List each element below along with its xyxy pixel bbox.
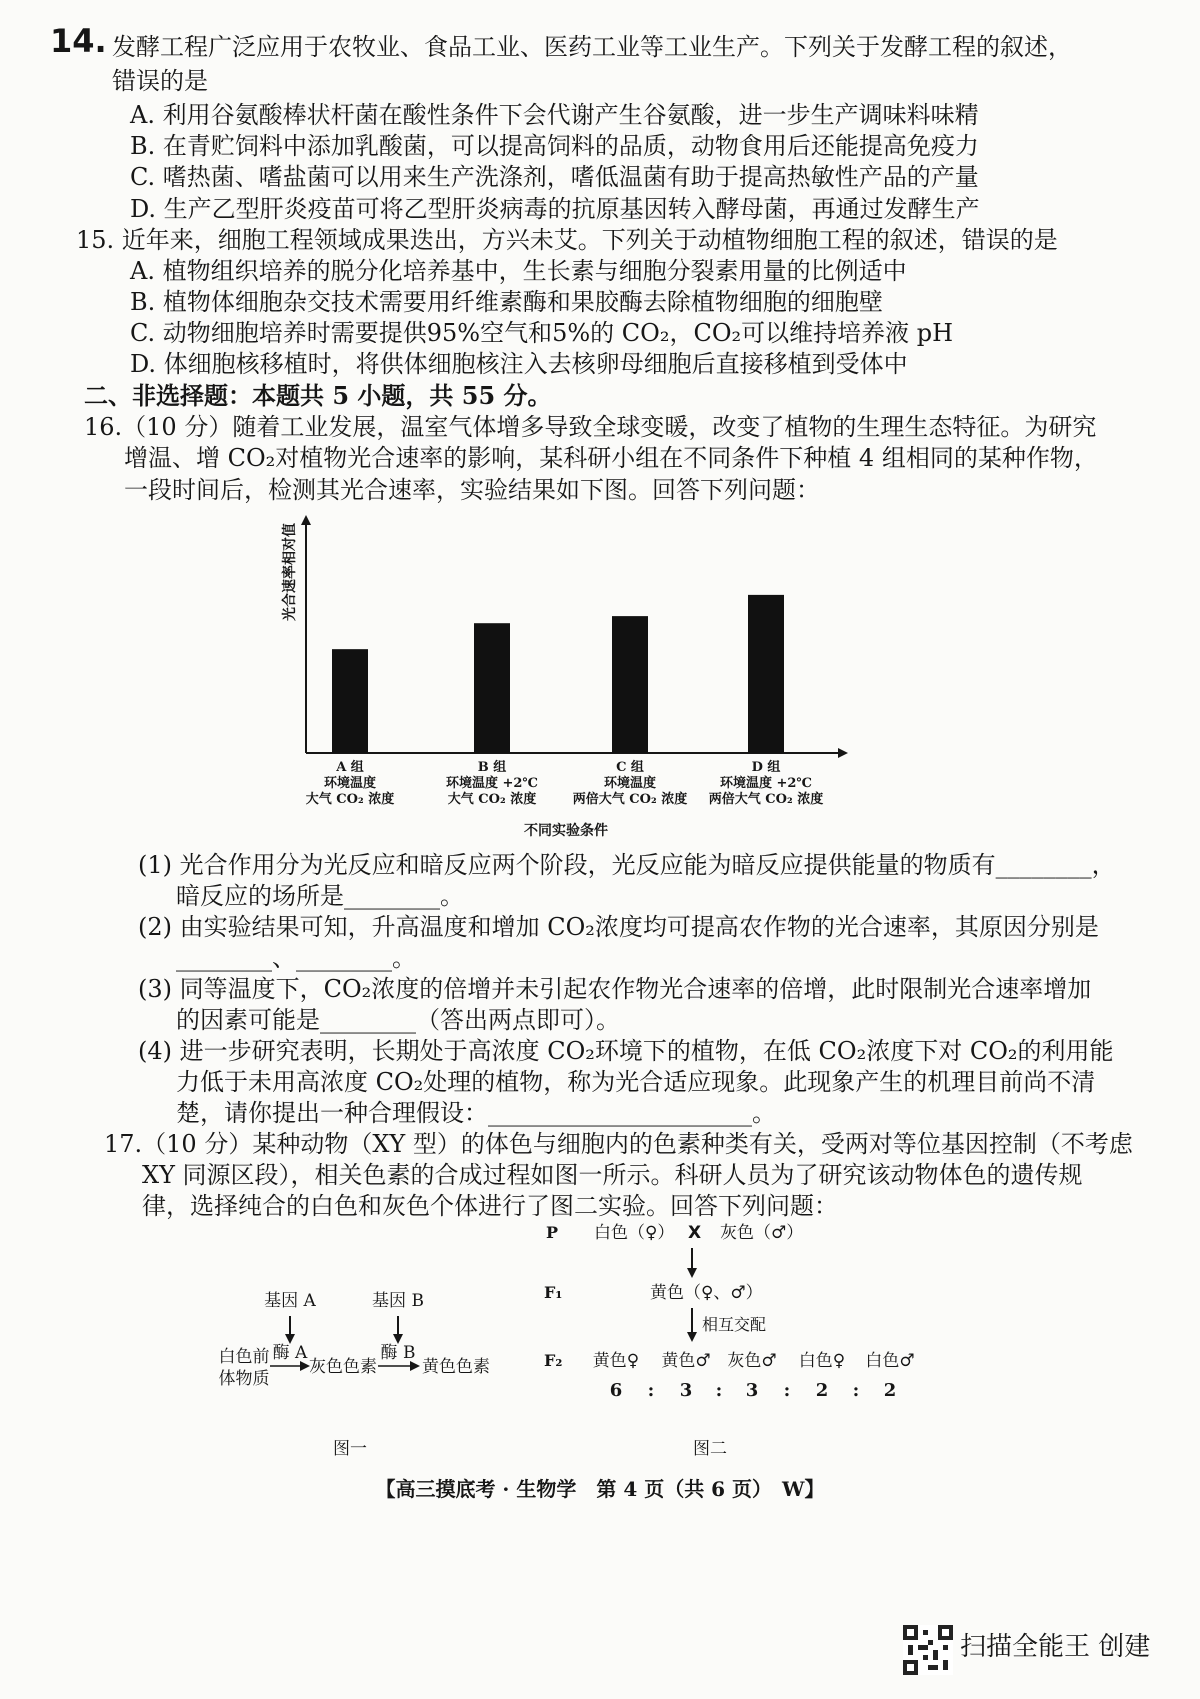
f2-ratio-5: 2 [883, 1380, 897, 1401]
x-tick-label-c-3: 两倍大气 CO₂ 浓度 [572, 792, 688, 807]
f2-ratio-separator: : [852, 1380, 860, 1401]
question-16-stem-cont2: 一段时间后，检测其光合速率，实验结果如下图。回答下列问题： [124, 476, 820, 504]
qr-code-icon [903, 1625, 953, 1675]
f1-phenotype: 黄色（♀、♂） [650, 1283, 763, 1303]
precursor-label: 白色前 [218, 1347, 270, 1367]
f2-phenotype-1: 黄色♀ [592, 1351, 640, 1371]
q16-sub1-cont: 暗反应的场所是________。 [176, 882, 464, 910]
f2-ratio-separator: : [715, 1380, 723, 1401]
f1-generation-label: F₁ [544, 1283, 563, 1302]
enzyme-b-label: 酶 B [380, 1343, 416, 1363]
question-17-stem-cont: XY 同源区段），相关色素的合成过程如图一所示。科研人员为了研究该动物体色的遗传规 [142, 1161, 1083, 1189]
f2-phenotype-3: 灰色♂ [727, 1351, 777, 1371]
f2-ratio-3: 3 [745, 1380, 759, 1401]
bar-a [332, 649, 368, 753]
figure-2-cross [530, 1218, 980, 1470]
f2-ratio-2: 3 [679, 1380, 693, 1401]
bar-c [612, 616, 648, 753]
x-tick-label-d-1: D 组 [751, 760, 781, 775]
q16-sub2: (2) 由实验结果可知，升高温度和增加 CO₂浓度均可提高农作物的光合速率，其原因分别是 [138, 913, 1099, 941]
question-16-stem-cont: 增温、增 CO₂对植物光合速率的影响，某科研小组在不同条件下种植 4 组相同的某种作物， [124, 444, 1098, 472]
x-tick-label-c-1: C 组 [616, 760, 644, 775]
question-17-stem-cont2: 律，选择纯合的白色和灰色个体进行了图二实验。回答下列问题： [142, 1192, 838, 1220]
figure-1-caption: 图一 [333, 1439, 367, 1459]
x-tick-label-d-3: 两倍大气 CO₂ 浓度 [708, 792, 824, 807]
precursor-label-cont: 体物质 [218, 1369, 270, 1389]
p-male-gray: 灰色（♂） [720, 1223, 804, 1243]
question-14-stem-cont: 错误的是 [112, 67, 208, 95]
q16-sub3: (3) 同等温度下，CO₂浓度的倍增并未引起农作物光合速率的倍增，此时限制光合速率增加 [138, 975, 1092, 1003]
question-14-number: 14. [50, 22, 107, 60]
f2-phenotype-2: 黄色♂ [661, 1351, 711, 1371]
q15-option-c: C. 动物细胞培养时需要提供95%空气和5%的 CO₂，CO₂可以维持培养液 pH [130, 319, 954, 347]
q14-option-d: D. 生产乙型肝炎疫苗可将乙型肝炎病毒的抗原基因转入酵母菌，再通过发酵生产 [130, 195, 980, 223]
q16-sub2-cont: ________、________。 [176, 944, 416, 972]
x-tick-label-b-2: 环境温度 +2℃ [445, 776, 539, 791]
q16-sub4-cont: 力低于未用高浓度 CO₂处理的植物，称为光合适应现象。此现象产生的机理目前尚不清 [176, 1068, 1096, 1096]
q16-sub3-cont: 的因素可能是________（答出两点即可）。 [176, 1006, 620, 1034]
p-generation-label: P [546, 1223, 559, 1242]
yellow-pigment-label: 黄色色素 [422, 1357, 490, 1377]
x-tick-label-b-1: B 组 [477, 760, 507, 775]
section-heading: 二、非选择题：本题共 5 小题，共 55 分。 [84, 381, 552, 410]
f2-ratio-1: 6 [609, 1380, 623, 1401]
f2-ratio-separator: : [647, 1380, 655, 1401]
q16-sub4: (4) 进一步研究表明，长期处于高浓度 CO₂环境下的植物，在低 CO₂浓度下对 CO₂的利用能 [138, 1037, 1114, 1065]
figure-2-caption: 图二 [693, 1439, 727, 1459]
question-16-stem: 16.（10 分）随着工业发展，温室气体增多导致全球变暖，改变了植物的生理生态特征。为研究 [84, 413, 1097, 441]
question-17-stem: 17.（10 分）某种动物（XY 型）的体色与细胞内的色素种类有关，受两对等位基因控制（不考虑 [104, 1130, 1133, 1158]
x-tick-label-a-1: A 组 [336, 760, 364, 775]
q16-sub4-cont2: 楚，请你提出一种合理假设：______________________。 [176, 1099, 776, 1127]
f2-phenotype-5: 白色♂ [865, 1351, 915, 1371]
x-tick-label-c-2: 环境温度 [603, 776, 657, 791]
page-footer: 【高三摸底考 · 生物学 第 4 页（共 6 页） W】 [375, 1477, 825, 1501]
f2-generation-label: F₂ [544, 1351, 563, 1370]
x-tick-label-d-2: 环境温度 +2℃ [719, 776, 813, 791]
f2-ratio-separator: : [783, 1380, 791, 1401]
p-female-white: 白色（♀） [594, 1223, 675, 1243]
bar-b [474, 623, 510, 753]
intercross-label: 相互交配 [702, 1315, 767, 1334]
x-tick-label-a-3: 大气 CO₂ 浓度 [305, 792, 395, 807]
bar-d [748, 595, 784, 753]
question-15-stem: 15. 近年来，细胞工程领域成果迭出，方兴未艾。下列关于动植物细胞工程的叙述，错误的是 [76, 226, 1058, 254]
q15-option-d: D. 体细胞核移植时，将供体细胞核注入去核卵母细胞后直接移植到受体中 [130, 350, 908, 378]
f2-ratio-4: 2 [815, 1380, 829, 1401]
question-14-stem: 发酵工程广泛应用于农牧业、食品工业、医药工业等工业生产。下列关于发酵工程的叙述， [112, 33, 1072, 61]
x-tick-label-a-2: 环境温度 [323, 776, 377, 791]
q14-option-a: A. 利用谷氨酸棒状杆菌在酸性条件下会代谢产生谷氨酸，进一步生产调味料味精 [130, 101, 979, 129]
q14-option-c: C. 嗜热菌、嗜盐菌可以用来生产洗涤剂，嗜低温菌有助于提高热敏性产品的产量 [130, 163, 979, 191]
f2-phenotype-4: 白色♀ [798, 1351, 846, 1371]
gene-b-label: 基因 B [372, 1291, 424, 1311]
enzyme-a-label: 酶 A [272, 1343, 308, 1363]
gray-pigment-label: 灰色色素 [309, 1357, 377, 1377]
scanner-watermark: 扫描全能王 创建 [960, 1632, 1151, 1662]
x-tick-label-b-3: 大气 CO₂ 浓度 [447, 792, 537, 807]
q16-sub1: (1) 光合作用分为光反应和暗反应两个阶段，光反应能为暗反应提供能量的物质有________， [138, 851, 1116, 879]
figure-1-pathway [210, 1270, 530, 1470]
photosynthesis-bar-chart [250, 505, 870, 845]
cross-symbol: X [688, 1223, 702, 1243]
q15-option-b: B. 植物体细胞杂交技术需要用纤维素酶和果胶酶去除植物细胞的细胞壁 [130, 288, 883, 316]
x-axis-label: 不同实验条件 [524, 823, 608, 839]
q15-option-a: A. 植物组织培养的脱分化培养基中，生长素与细胞分裂素用量的比例适中 [130, 257, 907, 285]
gene-a-label: 基因 A [264, 1291, 316, 1311]
q14-option-b: B. 在青贮饲料中添加乳酸菌，可以提高饲料的品质，动物食用后还能提高免疫力 [130, 132, 979, 160]
y-axis-label: 光合速率相对值 [282, 523, 298, 621]
